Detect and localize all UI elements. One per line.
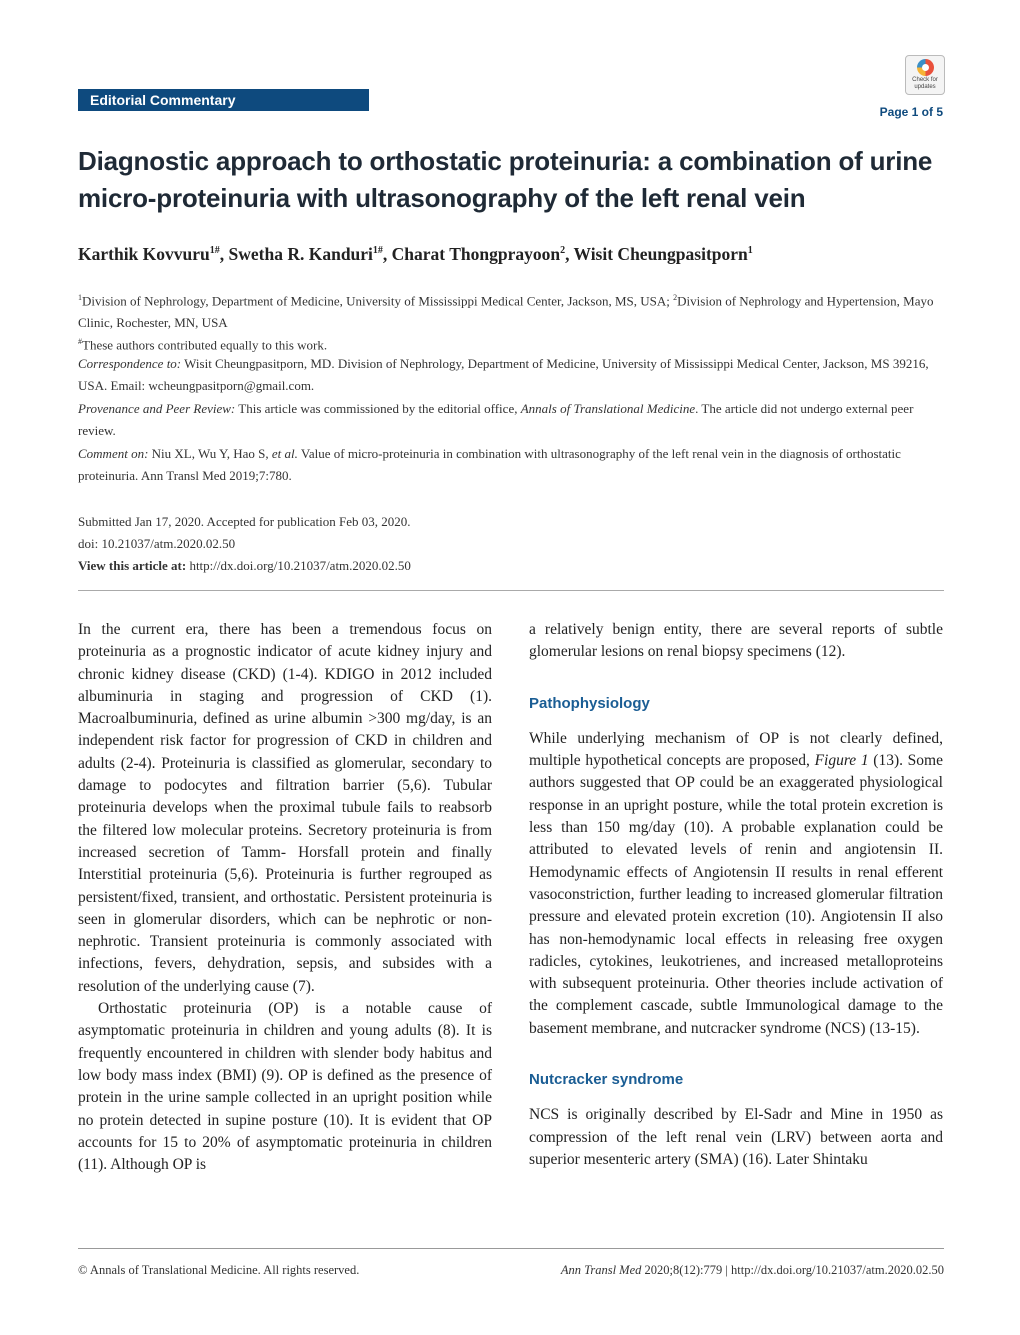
comment-on <box>78 443 944 487</box>
article-title: Diagnostic approach to orthostatic proteinuria: a combination of urine micro-proteinuria with ultrasonography of the left renal vein <box>78 146 933 213</box>
view-article-link[interactable]: http://dx.doi.org/10.21037/atm.2020.02.50 <box>186 558 411 573</box>
crossmark-badge[interactable] <box>905 55 945 95</box>
submission-dates: Submitted Jan 17, 2020. Accepted for publication Feb 03, 2020. <box>78 514 411 529</box>
body-column-left <box>78 619 492 1176</box>
affil-sup: 1 <box>78 293 82 302</box>
section-heading-nutcracker: Nutcracker syndrome <box>529 1071 684 1089</box>
body-paragraph: Orthostatic proteinuria (OP) is a notable cause of asymptomatic proteinuria in children and young adults (8). It is frequently encountered in children with slender body habitus and low body mass index (BMI) (9). OP is defined as the presence of protein in the urine sample collected in an upright position while no protein detected in supine posture (10). It is evident that OP accounts for 15 to 20% of asymptomatic proteinuria in children (11). Although OP is <box>78 1000 492 1174</box>
author-sup: 1 <box>747 245 753 257</box>
affiliations <box>78 287 944 334</box>
comment-text: Niu XL, Wu Y, Hao S, <box>148 446 272 461</box>
section-heading-pathophysiology: Pathophysiology <box>529 694 650 712</box>
comment-etal: et al. <box>271 446 298 461</box>
view-article-label: View this article at: <box>78 558 187 573</box>
author-name[interactable]: Karthik Kovvuru <box>78 244 210 264</box>
page-number: Page 1 of 5 <box>879 105 943 119</box>
affiliation-2: Division of Nephrology and Hypertension, Mayo Clinic, Rochester, MN, USA <box>78 293 934 331</box>
body-paragraph <box>529 728 943 1040</box>
author-name[interactable]: Charat Thongprayoon <box>391 244 561 264</box>
author-sup: 2 <box>560 245 566 257</box>
affil-sup: 2 <box>673 293 678 302</box>
figure-reference[interactable]: Figure 1 <box>814 752 869 770</box>
author-name[interactable]: Swetha R. Kanduri <box>228 244 373 264</box>
author-sep: , <box>565 244 574 264</box>
footer-divider <box>78 1248 944 1249</box>
author-sep: , <box>219 244 229 264</box>
author-sup: 1# <box>372 245 383 257</box>
body-paragraph: In the current era, there has been a tremendous focus on proteinuria as a prognostic indicator of acute kidney injury and chronic kidney disease (CKD) (1-4). KDIGO in 2012 included albuminuria in staging and progression of CKD (1). Macroalbuminuria, defined as urine albumin >300 mg/day, is an independent risk factor for progression of CKD in children and adults (2-4). Proteinuria is classified as glomerular, secondary to damage to podocytes and filtration barrier (5,6). Tubular proteinuria develops when the proximal tubule fails to reabsorb the filtered low molecular proteins. Secretory proteinuria is from increased secretion of Tamm- Horsfall protein and finally Interstitial proteinuria (5,6). Proteinuria is further regrouped as persistent/fixed, transient, and orthostatic. Persistent proteinuria is seen in glomerular disorders, which can be nephrotic or non-nephrotic. Transient proteinuria is commonly associated with infections, fevers, dehydration, sepsis, and subsides with a resolution of the underlying cause (7). <box>78 621 492 995</box>
crossmark-icon <box>917 59 934 76</box>
footer-citation <box>561 1263 944 1278</box>
comment-text-end: Value of micro-proteinuria in combination with ultrasonography of the left renal vein in the diagnosis of orthostatic proteinuria. Ann Transl Med 2019;7:780. <box>78 446 901 483</box>
section-badge-label: Editorial Commentary <box>90 92 236 108</box>
footer-copyright: © Annals of Translational Medicine. All rights reserved. <box>78 1263 360 1277</box>
correspondence <box>78 353 944 397</box>
provenance-label: Provenance and Peer Review: <box>78 401 236 416</box>
author-list <box>78 244 753 265</box>
equal-text: These authors contributed equally to this work. <box>82 337 328 353</box>
body-paragraph: a relatively benign entity, there are several reports of subtle glomerular lesions on renal biopsy specimens (12). <box>529 621 943 661</box>
author-sup: 1# <box>209 245 220 257</box>
author-sep: , <box>382 244 392 264</box>
journal-name: Annals of Translational Medicine <box>520 401 696 416</box>
citation-text[interactable]: 2020;8(12):779 | http://dx.doi.org/10.21037/atm.2020.02.50 <box>641 1263 944 1277</box>
correspondence-text: Wisit Cheungpasitporn, MD. Division of Nephrology, Department of Medicine, University of Mississippi Medical Center, Jackson, MS 39216, USA. Email: wcheungpasitporn@gmail.com. <box>78 356 929 393</box>
journal-abbrev: Ann Transl Med <box>560 1263 642 1277</box>
correspondence-label: Correspondence to: <box>78 356 182 371</box>
provenance <box>78 398 944 442</box>
provenance-text: This article was commissioned by the editorial office, <box>235 401 521 416</box>
provenance-text-end: . The article did not undergo external peer review. <box>78 401 914 438</box>
paragraph-text: While underlying mechanism of OP is not clearly defined, multiple hypothetical concepts are proposed, <box>529 729 943 770</box>
crossmark-label: Check for updates <box>912 77 938 90</box>
comment-label: Comment on: <box>78 446 149 461</box>
body-paragraph: NCS is originally described by El-Sadr and Mine in 1950 as compression of the left renal vein (LRV) between aorta and superior mesenteric artery (SMA) (16). Later Shintaku <box>529 1106 943 1168</box>
header-divider <box>78 590 944 591</box>
body-column-right <box>529 619 943 1171</box>
paragraph-text: (13). Some authors suggested that OP could be an exaggerated physiological response in an upright posture, while the total protein excretion is less than 150 mg/day (10). A probable explanation could be attributed to elevated levels of renin and angiotensin II. Hemodynamic effects of Angiotensin II results in renal efferent vasoconstriction, further leading to increased glomerular filtration pressure and elevated protein excretion (10). Angiotensin II also has non-hemodynamic local effects in releasing free oxygen radicles, cytokines, leukotrienes, and increased metalloproteins with subsequent proteinuria. Other theories include activation of the complement cascade, subtle Immunological damage to the basement membrane, and nutcracker syndrome (NCS) (13-15). <box>529 752 943 1037</box>
doi[interactable]: doi: 10.21037/atm.2020.02.50 <box>78 536 236 551</box>
author-name[interactable]: Wisit Cheungpasitporn <box>573 244 748 264</box>
equal-sup: # <box>78 337 82 346</box>
article-dates <box>78 511 944 577</box>
affiliation-1: Division of Nephrology, Department of Medicine, University of Mississippi Medical Center, Jackson, MS, USA; <box>82 293 674 309</box>
